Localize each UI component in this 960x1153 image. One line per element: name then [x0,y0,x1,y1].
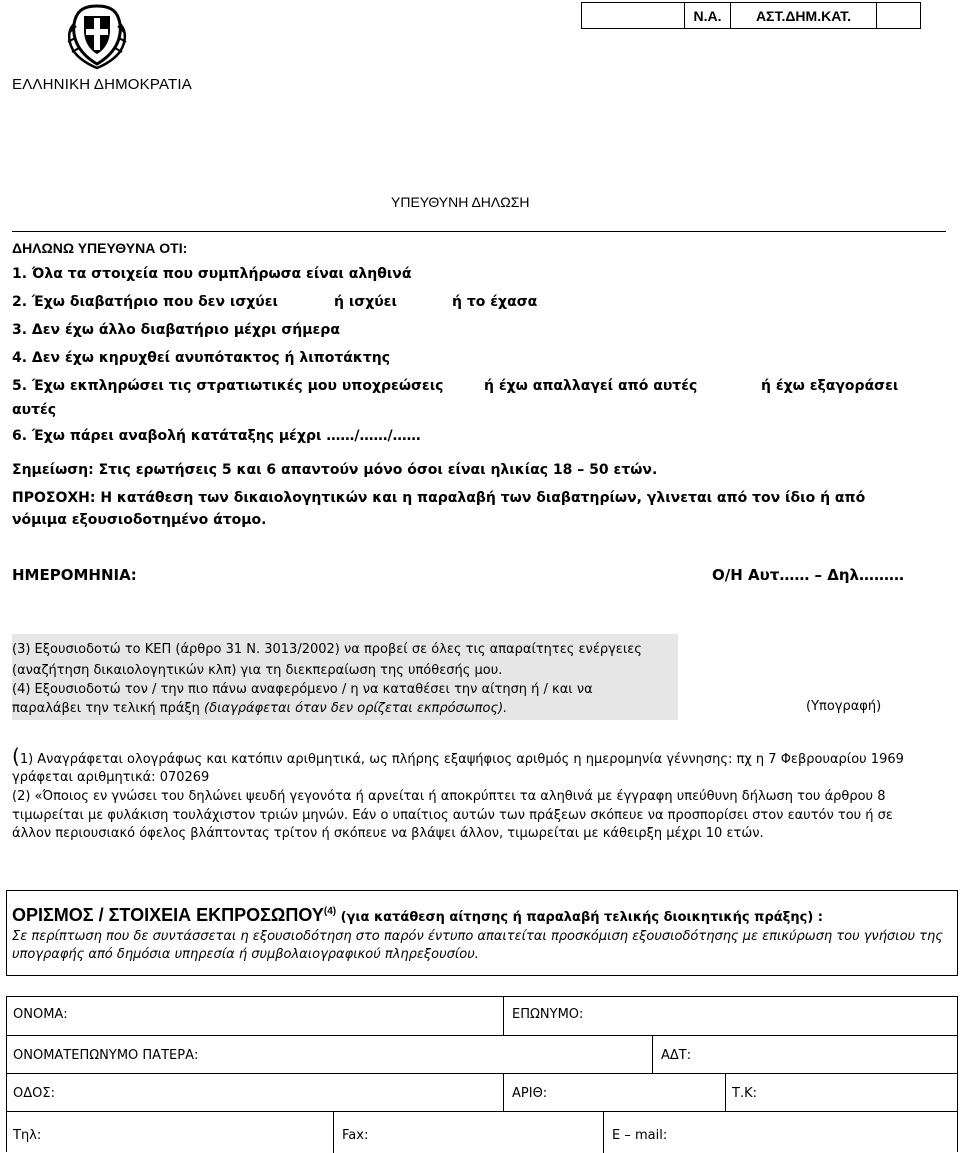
declaration-intro: ΔΗΛΩΝΩ ΥΠΕΥΘΥΝΑ ΟΤΙ: [12,240,188,256]
declarant-label: Ο/Η Αυτ…… – Δηλ……… [712,566,905,584]
email-field-label: Ε – mail: [612,1128,668,1143]
authorization-line-4 [12,701,507,716]
representative-title-sup: (4) [323,906,337,917]
age-note: Σημείωση: Στις ερωτήσεις 5 και 6 απαντούν μόνο όσοι είναι ηλικίας 18 – 50 ετών. [12,462,658,478]
declaration-item-6: 6. Έχω πάρει αναβολή κατάταξης μέχρι ……/……/…… [12,428,421,444]
declaration-item-1: 1. Όλα τα στοιχεία που συμπλήρωσα είναι αληθινά [12,266,412,282]
field-row-father [7,1035,957,1074]
item-5-option-fulfilled: 5. Έχω εκπληρώσει τις στρατιωτικές μου υποχρεώσεις [12,378,444,394]
item-5-option-exempt: ή έχω απαλλαγεί από αυτές [484,378,698,394]
name-field-label: ΟΝΟΜΑ: [13,1007,68,1022]
republic-label: ΕΛΛΗΝΙΚΗ ΔΗΜΟΚΡΑΤΙΑ [12,76,192,93]
item-2-option-valid: ή ισχύει [334,294,397,310]
footnote-2-line-2: τιμωρείται με φυλάκιση τουλάχιστον τριών μηνών. Εάν ο υπαίτιος αυτών των πράξεων σκόπευε να προσπορίσει στον εαυτόν του ή σε [12,808,893,823]
title-divider [12,231,946,232]
code-cell-blank [582,3,684,28]
item-2-option-lost: ή το έχασα [452,294,538,310]
footnote-2-line-3: άλλον περιουσιακό όφελος βλάπτοντας τρίτον ή σκόπευε να βλάψει άλλον, τιμωρείται με κάθειρξη μέχρι 10 ετών. [12,826,764,841]
declaration-item-5-continued: αυτές [12,402,57,418]
fax-field[interactable] [333,1112,604,1153]
footnote-1-text: 1) Αναγράφεται ολογράφως και κατόπιν αριθμητικά, ως πλήρης εξαψήφιος αριθμός η ημερομηνία γέννησης: πχ η 7 Φεβρουαρίου 1969 [19,752,904,767]
date-label: ΗΜΕΡΟΜΗΝΙΑ: [12,566,137,584]
representative-fields [6,996,958,1152]
number-field[interactable] [503,1074,726,1112]
signature-label: (Υπογραφή) [806,699,882,714]
authorization-line-4-italic: (διαγράφεται όταν δεν ορίζεται εκπρόσωπος). [204,701,508,716]
postal-code-field[interactable] [725,1074,958,1112]
representative-note-2: υπογραφής από δημόσια υπηρεσία ή συμβολαιογραφικού πληρεξουσίου. [12,947,479,962]
representative-note-1: Σε περίπτωση που δε συντάσσεται η εξουσιοδότηση στο παρόν έντυπο απαιτείται προσκόμιση εξουσιοδότησης με επικύρωση του γνήσιου της [12,929,943,944]
representative-title-suffix: (για κατάθεση αίτησης ή παραλαβή τελικής διοικητικής πράξης) : [336,910,823,925]
representative-title-main: ΟΡΙΣΜΟΣ / ΣΤΟΙΧΕΙΑ ΕΚΠΡΟΣΩΠΟΥ [12,905,324,925]
postal-code-field-label: Τ.Κ: [732,1086,757,1101]
code-cell-ast-dim-kat: ΑΣΤ.ΔΗΜ.ΚΑΤ. [730,3,876,28]
surname-field[interactable] [503,997,958,1035]
field-row-name [7,997,957,1035]
code-cell-na: Ν.Α. [684,3,730,28]
warning-line-1: ΠΡΟΣΟΧΗ: Η κατάθεση των δικαιολογητικών και η παραλαβή των διαβατηρίων, γλινεται από τον ίδιο ή από [12,490,866,506]
page-title: ΥΠΕΥΘΥΝΗ ΔΗΛΩΣΗ [391,194,530,210]
authorization-line-2: (αναζήτηση δικαιολογητικών κλπ) για τη διεκπεραίωση της υπόθεσής μου. [12,663,503,678]
item-5-option-bought-out: ή έχω εξαγοράσει [761,378,899,394]
code-cell-empty [876,3,920,28]
declaration-item-2 [12,294,572,312]
declaration-item-4: 4. Δεν έχω κηρυχθεί ανυπότακτος ή λιποτάκτης [12,350,391,366]
declaration-item-5 [12,378,946,396]
field-row-address [7,1073,957,1112]
footnote-1-line-2: γράφεται αριθμητικά: 070269 [12,770,210,785]
field-row-contact [7,1111,957,1153]
id-card-field[interactable] [652,1036,958,1074]
phone-field-label: Τηλ: [13,1128,42,1143]
authorization-line-4-text: παραλάβει την τελική πράξη [12,701,205,716]
declaration-item-3: 3. Δεν έχω άλλο διαβατήριο μέχρι σήμερα [12,322,340,338]
fax-field-label: Fax: [342,1128,369,1143]
surname-field-label: ΕΠΩΝΥΜΟ: [512,1007,584,1022]
id-card-field-label: ΑΔΤ: [661,1048,692,1063]
footnote-1-line-1 [12,744,904,768]
greek-coat-of-arms-icon [62,2,132,70]
item-2-option-invalid: 2. Έχω διαβατήριο που δεν ισχύει [12,294,278,310]
warning-line-2: νόμιμα εξουσιοδοτημένο άτομο. [12,512,267,528]
authorization-line-1: (3) Εξουσιοδοτώ το ΚΕΠ (άρθρο 31 Ν. 3013/2002) να προβεί σε όλες τις απαραίτητες ενέργειες [12,642,642,657]
reference-code-box [581,2,921,29]
father-name-field-label: ΟΝΟΜΑΤΕΠΩΝΥΜΟ ΠΑΤΕΡΑ: [13,1048,199,1063]
footnote-1-paren: ( [12,744,20,768]
footnote-2-line-1: (2) «Όποιος εν γνώσει του δηλώνει ψευδή γεγονότα ή αρνείται ή αποκρύπτει τα αληθινά με έγγραφη υπεύθυνη δήλωση του άρθρου 8 [12,789,886,804]
representative-title [12,905,823,926]
street-field-label: ΟΔΟΣ: [13,1086,55,1101]
number-field-label: ΑΡΙΘ: [512,1086,548,1101]
authorization-line-3: (4) Εξουσιοδοτώ τον / την πιο πάνω αναφερόμενο / η να καταθέσει την αίτηση ή / και να [12,682,593,697]
email-field[interactable] [603,1112,958,1153]
